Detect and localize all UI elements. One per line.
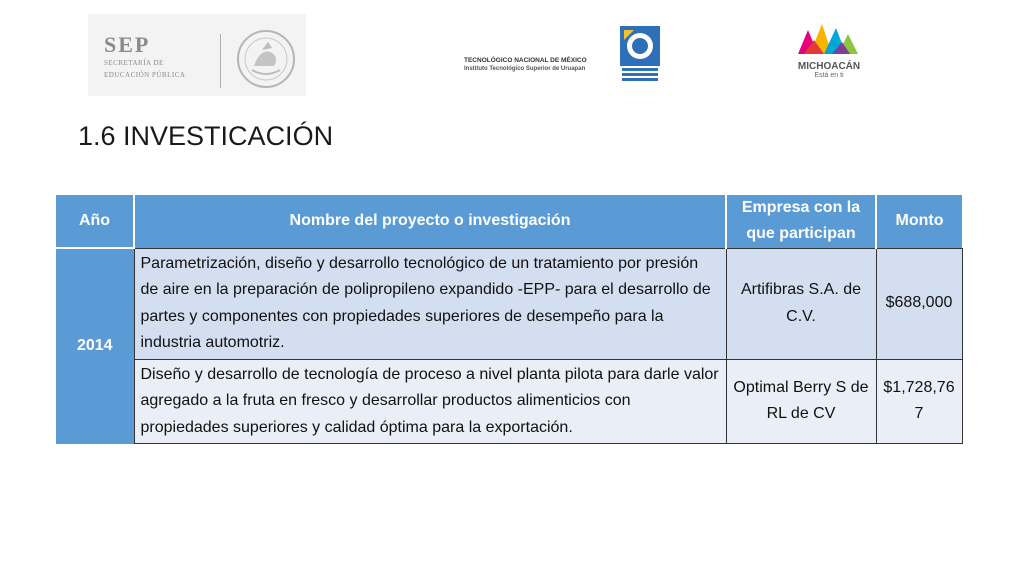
itsu-logo-icon bbox=[618, 24, 662, 82]
michoacan-shapes-icon bbox=[784, 20, 874, 54]
tecnm-logo bbox=[464, 56, 587, 74]
tecnm-line1: TECNOLÓGICO NACIONAL DE MÉXICO bbox=[464, 57, 587, 64]
sep-line1: SECRETARÍA DE bbox=[104, 59, 164, 67]
amount-cell: $1,728,767 bbox=[876, 359, 962, 444]
header-amount: Monto bbox=[876, 195, 962, 248]
table-row bbox=[56, 359, 962, 444]
header-project: Nombre del proyecto o investigación bbox=[134, 195, 726, 248]
mexico-seal-icon bbox=[234, 28, 298, 90]
research-table bbox=[56, 195, 963, 444]
table-row bbox=[56, 248, 962, 359]
project-cell: Parametrización, diseño y desarrollo tecnológico de un tratamiento por presión de aire en la preparación de polipropileno expandido -EPP- para el desarrollo de partes y componentes con propiedades superiores de desempeño para la industria automotriz. bbox=[134, 248, 726, 359]
company-cell: Artifibras S.A. de C.V. bbox=[726, 248, 876, 359]
company-cell: Optimal Berry S de RL de CV bbox=[726, 359, 876, 444]
sep-abbrev: SEP bbox=[104, 32, 151, 57]
header-company: Empresa con la que participan bbox=[726, 195, 876, 248]
year-cell: 2014 bbox=[56, 248, 134, 444]
logo-bar bbox=[0, 0, 1024, 100]
project-cell: Diseño y desarrollo de tecnología de proceso a nivel planta pilota para darle valor agregado a la fruta en fresco y desarrollar productos alimenticios con propiedades superiores y calidad óptima para la exportación. bbox=[134, 359, 726, 444]
michoacan-logo bbox=[784, 20, 874, 80]
header-year: Año bbox=[56, 195, 134, 248]
page-title: 1.6 INVESTICACIÓN bbox=[78, 121, 334, 151]
sep-logo bbox=[88, 14, 306, 96]
amount-cell: $688,000 bbox=[876, 248, 962, 359]
michoacan-slogan: Está en ti bbox=[814, 72, 844, 79]
sep-line2: EDUCACIÓN PÚBLICA bbox=[104, 71, 186, 79]
sep-divider bbox=[220, 34, 221, 88]
michoacan-name: MICHOACÁN bbox=[797, 61, 861, 72]
tecnm-line2: Instituto Tecnológico Superior de Uruapan bbox=[464, 66, 586, 72]
table-header-row bbox=[56, 195, 962, 248]
